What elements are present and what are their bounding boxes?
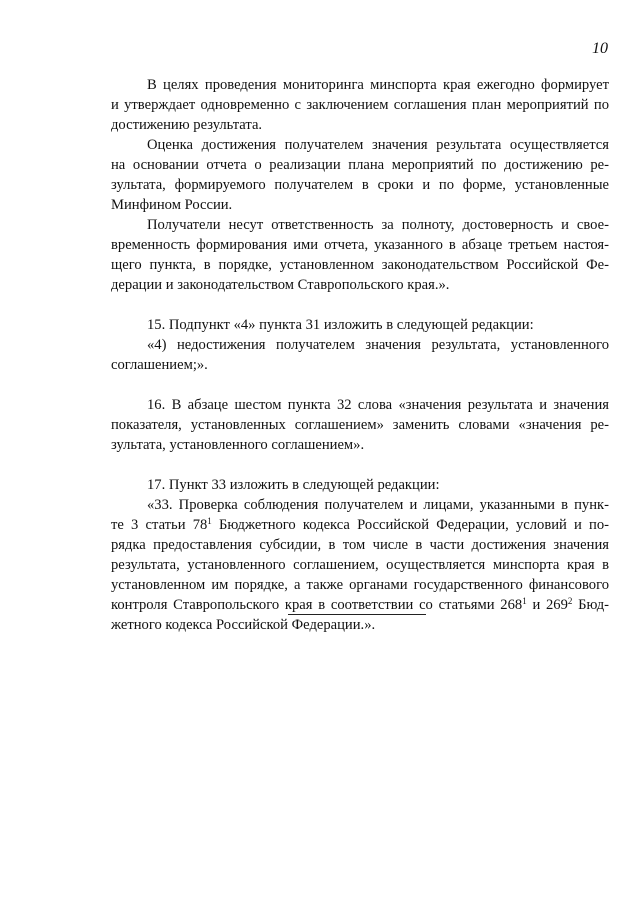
text-segment: и 269	[526, 597, 568, 613]
paragraph-spacer	[111, 295, 609, 315]
text-line: достижению результата.	[111, 117, 263, 133]
text-line: «4) недостижения получателем значения результата, установленного	[147, 337, 609, 353]
text-line: зультата, формируемого получателем в сроки и по форме, установленные	[111, 177, 609, 193]
text-line: щего пункта, в порядке, установленном законодательством Российской Фе-	[111, 257, 609, 273]
paragraph-monitoring	[111, 75, 609, 135]
superscript: 1	[207, 516, 212, 526]
superscript: 1	[522, 596, 527, 606]
text-line: Оценка достижения получателем значения результата осуществляется	[147, 137, 609, 153]
text-line: соглашением;».	[111, 357, 208, 373]
text-line-with-superscript	[111, 595, 609, 615]
text-line: установленном им порядке, а также органами государственного финансового	[111, 577, 609, 593]
paragraph-spacer	[111, 455, 609, 475]
text-line: рядка предоставления субсидии, в том числе в части достижения значения	[111, 537, 609, 553]
paragraph-spacer	[111, 375, 609, 395]
text-segment: Бюджетного кодекса Российской Федерации, условий и по-	[211, 517, 609, 533]
text-line: «33. Проверка соблюдения получателем и лицами, указанными в пунк-	[147, 497, 609, 513]
text-line: показателя, установленных соглашением» заменить словами «значения ре-	[111, 417, 609, 433]
paragraph-item-16	[111, 395, 609, 455]
paragraph-subitem-4	[111, 335, 609, 375]
text-segment: те 3 статьи 78	[111, 517, 208, 533]
text-line: 17. Пункт 33 изложить в следующей редакции:	[147, 477, 440, 493]
text-line: результата, установленного соглашением, осуществляется минспорта края в	[111, 557, 609, 573]
text-line-with-superscript	[111, 515, 609, 535]
paragraph-item-17	[111, 475, 609, 495]
paragraph-item-15	[111, 315, 609, 335]
text-line: Получатели несут ответственность за полноту, достоверность и свое-	[147, 217, 609, 233]
document-body	[111, 75, 609, 635]
text-segment: контроля Ставропольского края в соответствии со статьями 268	[111, 597, 523, 613]
text-line: и утверждает одновременно с заключением соглашения план мероприятий по	[111, 97, 609, 113]
text-line: дерации и законодательством Ставропольского края.».	[111, 277, 450, 293]
paragraph-responsibility	[111, 215, 609, 295]
text-line: 16. В абзаце шестом пункта 32 слова «значения результата и значения	[147, 397, 609, 413]
end-of-text-divider	[288, 614, 426, 615]
text-segment: Бюд-	[572, 597, 609, 613]
text-line: жетного кодекса Российской Федерации.».	[111, 617, 376, 633]
page-number: 10	[592, 40, 608, 57]
text-line: В целях проведения мониторинга минспорта края ежегодно формирует	[147, 77, 609, 93]
text-line: Минфином России.	[111, 197, 233, 213]
text-line: зультата, установленного соглашением».	[111, 437, 365, 453]
text-line: на основании отчета о реализации плана мероприятий по достижению ре-	[111, 157, 609, 173]
superscript: 2	[567, 596, 573, 606]
text-line: 15. Подпункт «4» пункта 31 изложить в следующей редакции:	[147, 317, 534, 333]
paragraph-assessment	[111, 135, 609, 215]
text-line: временность формирования ими отчета, указанного в абзаце третьем настоя-	[111, 237, 609, 253]
